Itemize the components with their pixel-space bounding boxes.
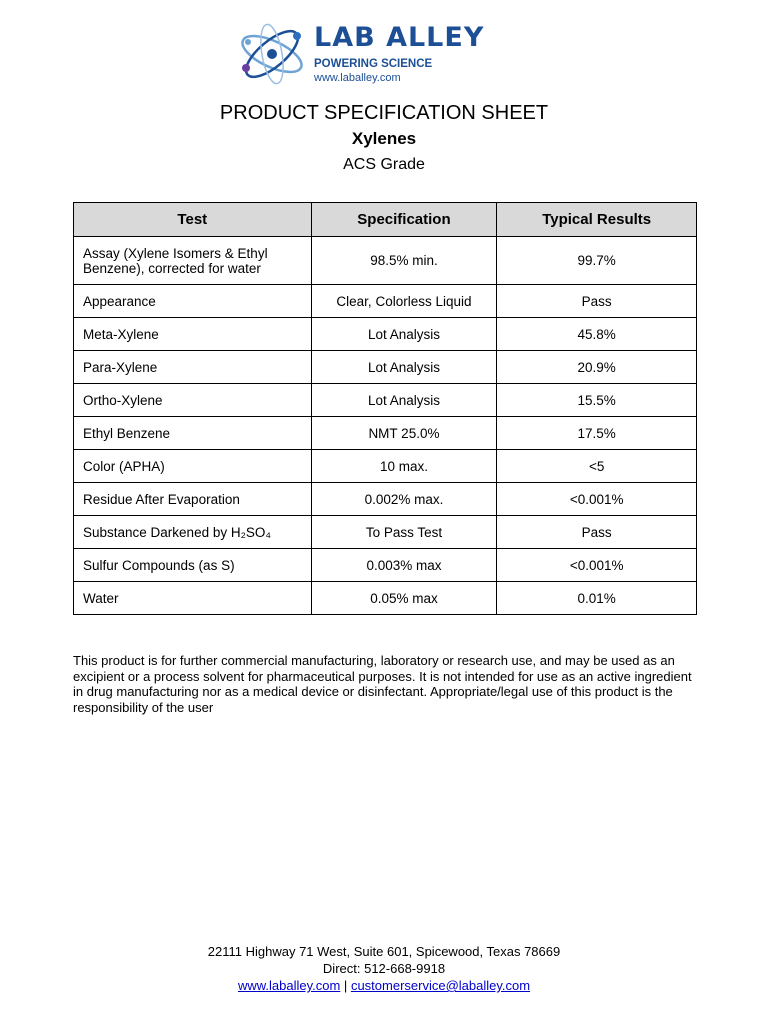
- table-row: [74, 351, 697, 384]
- table-row: [74, 516, 697, 549]
- result-cell: <0.001%: [497, 549, 697, 582]
- spec-cell: 10 max.: [311, 450, 497, 483]
- document-title: PRODUCT SPECIFICATION SHEET: [219, 102, 549, 124]
- column-header-specification: Specification: [311, 203, 497, 237]
- spec-cell: Clear, Colorless Liquid: [311, 285, 497, 318]
- footer: [0, 943, 768, 994]
- email-link[interactable]: customerservice@laballey.com: [350, 978, 531, 993]
- spec-cell: To Pass Test: [311, 516, 497, 549]
- spec-cell: 0.003% max: [311, 549, 497, 582]
- table-row: [74, 483, 697, 516]
- footer-phone: Direct: 512-668-9918: [322, 961, 446, 976]
- spec-cell: 98.5% min.: [311, 237, 497, 285]
- table-row: [74, 450, 697, 483]
- result-cell: 15.5%: [497, 384, 697, 417]
- test-cell: Ortho-Xylene: [74, 384, 312, 417]
- result-cell: 99.7%: [497, 237, 697, 285]
- spec-cell: Lot Analysis: [311, 384, 497, 417]
- footer-separator: |: [343, 978, 348, 993]
- footer-address: 22111 Highway 71 West, Suite 601, Spicewood, Texas 78669: [207, 944, 561, 959]
- result-cell: 20.9%: [497, 351, 697, 384]
- result-cell: <5: [497, 450, 697, 483]
- test-cell: Substance Darkened by H₂SO₄: [74, 516, 312, 549]
- test-cell: Assay (Xylene Isomers & Ethyl Benzene), corrected for water: [74, 237, 312, 285]
- spec-cell: NMT 25.0%: [311, 417, 497, 450]
- table-row: [74, 549, 697, 582]
- result-cell: Pass: [497, 285, 697, 318]
- test-cell: Ethyl Benzene: [74, 417, 312, 450]
- logo-wordmark: LAB ALLEY: [314, 22, 485, 53]
- table-row: [74, 384, 697, 417]
- lab-alley-logo: [236, 16, 536, 88]
- test-cell: Water: [74, 582, 312, 615]
- column-header-test: Test: [74, 203, 312, 237]
- title-block: [0, 100, 768, 176]
- test-cell: Appearance: [74, 285, 312, 318]
- table-row: [74, 417, 697, 450]
- spec-cell: 0.002% max.: [311, 483, 497, 516]
- logo-url: www.laballey.com: [314, 72, 401, 84]
- test-cell: Color (APHA): [74, 450, 312, 483]
- specification-table: [73, 202, 697, 615]
- test-cell: Residue After Evaporation: [74, 483, 312, 516]
- spec-cell: Lot Analysis: [311, 351, 497, 384]
- column-header-typical-results: Typical Results: [497, 203, 697, 237]
- disclaimer-text: This product is for further commercial manufacturing, laboratory or research use, and may be used as an excipient or a process solvent for pharmaceutical purposes. It is not intended for use as an active ingredient in drug manufacturing nor as a medical device or disinfectant. Appropriate/legal use of this product is the responsibility of the user: [73, 653, 692, 715]
- spec-cell: 0.05% max: [311, 582, 497, 615]
- result-cell: <0.001%: [497, 483, 697, 516]
- table-header-row: [74, 203, 697, 237]
- test-cell: Para-Xylene: [74, 351, 312, 384]
- website-link[interactable]: www.laballey.com: [237, 978, 341, 993]
- table-row: [74, 582, 697, 615]
- table-row: [74, 237, 697, 285]
- logo-tagline: POWERING SCIENCE: [314, 58, 433, 70]
- table-row: [74, 318, 697, 351]
- result-cell: Pass: [497, 516, 697, 549]
- result-cell: 17.5%: [497, 417, 697, 450]
- spec-cell: Lot Analysis: [311, 318, 497, 351]
- test-cell: Meta-Xylene: [74, 318, 312, 351]
- footer-links: [0, 977, 768, 994]
- atom-icon: [236, 16, 316, 88]
- result-cell: 0.01%: [497, 582, 697, 615]
- product-name: Xylenes: [351, 129, 417, 148]
- product-grade: ACS Grade: [343, 156, 425, 173]
- test-cell: Sulfur Compounds (as S): [74, 549, 312, 582]
- result-cell: 45.8%: [497, 318, 697, 351]
- table-row: [74, 285, 697, 318]
